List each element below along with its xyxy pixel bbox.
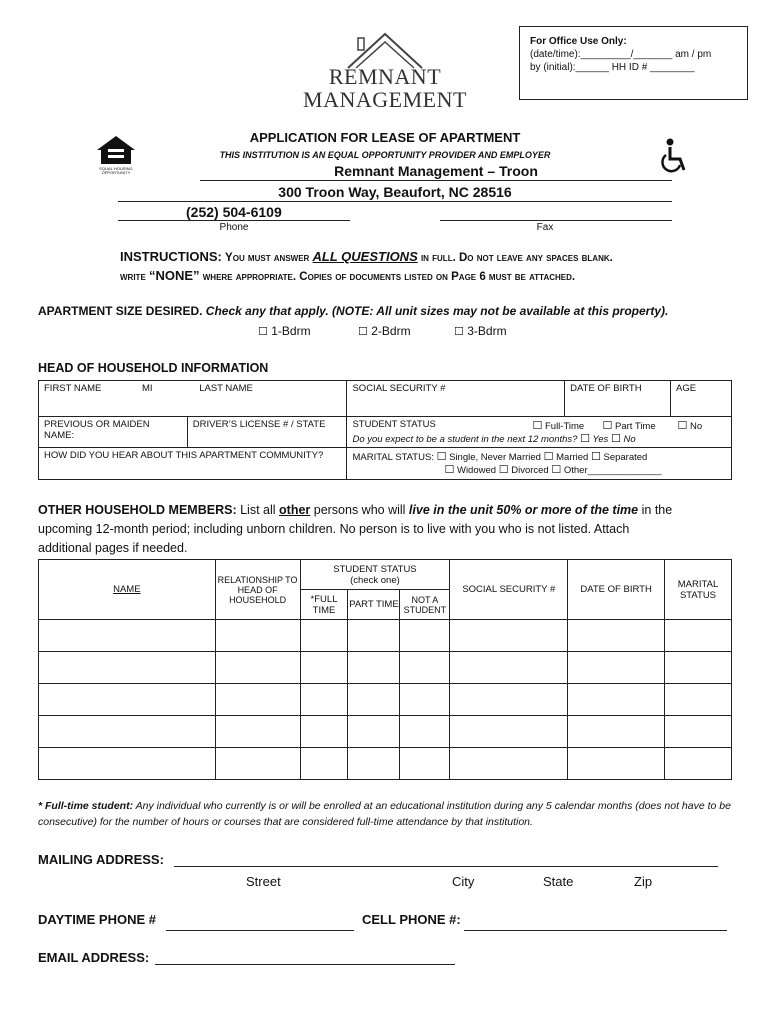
divorced-label: Divorced [511, 465, 549, 476]
om-marital-header [665, 560, 732, 620]
checkbox-icon[interactable]: ☐ [610, 432, 621, 445]
name-header-label: NAME [113, 584, 141, 595]
other-label: Other______________ [563, 465, 662, 476]
property-name: Remnant Management – Troon [200, 163, 672, 181]
bdrm2-option[interactable] [358, 324, 411, 338]
zip-label: Zip [634, 874, 653, 889]
student-status-label: STUDENT STATUS [352, 419, 436, 430]
student-header [300, 560, 450, 590]
expect-label: Do you expect to be a student in the next 12 months? [352, 434, 578, 445]
no-label: No [689, 421, 703, 432]
no-option[interactable] [677, 419, 702, 432]
checkbox-icon[interactable]: ☐ [551, 463, 562, 476]
footnote-text: Any individual who currently is or will be enrolled at an educational institution during any 5 calendar months (does not have to be consecutive) for the number of hours or courses that are considered full-time attendance by that institution. [38, 800, 731, 828]
mailing-address-field[interactable] [174, 852, 718, 867]
check-one-label: (check one) [350, 574, 400, 586]
marital-label: MARITAL STATUS: [352, 452, 434, 463]
daytime-phone-field[interactable] [166, 916, 354, 931]
checkbox-icon[interactable]: ☐ [444, 463, 455, 476]
bdrm3-label: 3-Bdrm [467, 324, 507, 338]
om-marital-label: MARITAL STATUS [677, 578, 719, 601]
checkbox-icon[interactable]: ☐ [498, 463, 509, 476]
checkbox-icon[interactable]: ☐ [532, 419, 543, 432]
ssn-label: SOCIAL SECURITY # [352, 383, 446, 394]
prev-name-label: PREVIOUS OR MAIDEN NAME: [44, 419, 150, 441]
phone-label: Phone [219, 222, 249, 233]
bdrm3-option[interactable] [454, 324, 507, 338]
checkbox-icon[interactable]: ☐ [543, 450, 554, 463]
hoh-table [38, 380, 732, 480]
office-line-1: (date/time):_________/_______ am / pm [530, 49, 712, 60]
part-time-label: PART TIME [349, 599, 399, 610]
single-label: Single, Never Married [449, 452, 541, 463]
dl-label: DRIVER’S LICENSE # / STATE [192, 419, 326, 430]
full-time-header [300, 590, 348, 620]
om-dob-label: DATE OF BIRTH [580, 584, 652, 595]
table-row[interactable] [39, 748, 732, 780]
instructions-p6: where appropriate. Copies of documents listed on Page 6 must be attached. [202, 271, 576, 283]
logo-management: MANAGEMENT [303, 87, 467, 112]
eho-caption: EQUAL HOUSING OPPORTUNITY [99, 166, 133, 175]
checkbox-icon[interactable]: ☐ [602, 419, 613, 432]
om-dob-header [568, 560, 665, 620]
om-t4: live in the unit 50% or more of the time [408, 503, 639, 517]
fax-label: Fax [536, 222, 554, 233]
ssn-cell[interactable] [347, 381, 565, 417]
office-use-box [519, 26, 748, 100]
other-members-label: OTHER HOUSEHOLD MEMBERS: [38, 503, 237, 517]
student-header-label: STUDENT STATUS [333, 563, 417, 575]
bdrm1-option[interactable] [258, 324, 311, 338]
dob-cell[interactable] [565, 381, 671, 417]
form-title: APPLICATION FOR LEASE OF APARTMENT [249, 130, 521, 145]
name-cell[interactable] [39, 381, 347, 417]
apt-size-note: Check any that apply. (NOTE: All unit sizes may not be available at this property). [202, 304, 669, 318]
cell-phone-field[interactable] [464, 916, 727, 931]
cell-phone-label: CELL PHONE #: [362, 912, 461, 927]
om-t1: List all [236, 503, 280, 517]
om-ssn-header [450, 560, 568, 620]
form-subtitle: THIS INSTITUTION IS AN EQUAL OPPORTUNITY PROVIDER AND EMPLOYER [219, 150, 551, 160]
checkbox-icon[interactable]: ☐ [580, 432, 590, 445]
full-time-label: *FULL TIME [310, 593, 338, 616]
om-ssn-label: SOCIAL SECURITY # [462, 584, 556, 595]
table-row[interactable] [39, 716, 732, 748]
mi-label: MI [142, 383, 153, 394]
dob-label: DATE OF BIRTH [570, 383, 642, 394]
checkbox-icon[interactable]: ☐ [258, 325, 268, 338]
checkbox-icon[interactable]: ☐ [677, 419, 688, 432]
footnote [38, 798, 732, 830]
bdrm1-label: 1-Bdrm [271, 324, 311, 338]
widowed-label: Widowed [456, 465, 497, 476]
mailing-label: MAILING ADDRESS: [38, 852, 164, 867]
state-label: State [543, 874, 574, 889]
om-t3: persons who will [310, 503, 409, 517]
first-name-label: FIRST NAME [44, 383, 102, 394]
age-label: AGE [676, 383, 697, 394]
ft-option[interactable] [532, 419, 584, 432]
pt-label: Part Time [614, 421, 656, 432]
table-row[interactable] [39, 620, 732, 652]
marital-cell [347, 448, 732, 480]
instructions-p4: write [120, 271, 149, 283]
om-line3: additional pages if needed. [38, 541, 188, 555]
instructions-line-1 [120, 249, 740, 264]
checkbox-icon[interactable]: ☐ [436, 450, 447, 463]
bdrm2-label: 2-Bdrm [371, 324, 411, 338]
fax-line [440, 204, 672, 221]
instructions-p1: You must answer [225, 252, 313, 264]
logo-remnant: REMNANT [328, 64, 442, 89]
email-field[interactable] [155, 950, 455, 965]
office-line-2: by (initial):______ HH ID # ________ [530, 62, 695, 73]
instructions-p3: in full. Do not leave any spaces blank. [420, 252, 613, 264]
hear-label: HOW DID YOU HEAR ABOUT THIS APARTMENT COMMUNITY? [44, 450, 324, 461]
yes-label: Yes [592, 434, 609, 445]
part-time-header [348, 590, 400, 620]
not-student-label: NOT A STUDENT [403, 594, 447, 615]
om-line2: upcoming 12-month period; including unborn children. No person is to live with you who is not listed. Attach [38, 522, 630, 536]
pt-option[interactable] [602, 419, 655, 432]
property-address: 300 Troon Way, Beaufort, NC 28516 [118, 184, 672, 202]
table-row[interactable] [39, 652, 732, 684]
apt-size-row [38, 304, 758, 318]
checkbox-icon[interactable]: ☐ [590, 450, 601, 463]
daytime-phone-label: DAYTIME PHONE # [38, 912, 156, 927]
ft-label: Full-Time [544, 421, 585, 432]
hear-cell[interactable] [39, 448, 347, 480]
phone-line [118, 204, 350, 221]
no2-label: No [623, 434, 636, 445]
instructions-none: “NONE” [148, 268, 200, 283]
checkbox-icon[interactable]: ☐ [454, 325, 464, 338]
property-phone: (252) 504-6109 [186, 204, 282, 220]
dl-cell[interactable] [187, 417, 347, 448]
instructions-all-questions: ALL QUESTIONS [312, 249, 418, 264]
checkbox-icon[interactable]: ☐ [358, 325, 368, 338]
name-header [39, 560, 216, 620]
rel-header-label: RELATIONSHIP TO HEAD OF HOUSEHOLD [217, 574, 298, 605]
age-cell[interactable] [671, 381, 732, 417]
prev-name-cell[interactable] [39, 417, 188, 448]
other-members-paragraph [38, 501, 738, 558]
om-t5: in the [638, 503, 673, 517]
table-row[interactable] [39, 684, 732, 716]
om-other: other [279, 503, 311, 517]
city-label: City [452, 874, 475, 889]
student-status-cell [347, 417, 732, 448]
not-student-header [400, 590, 450, 620]
equal-housing-icon [95, 134, 137, 166]
apt-size-label: APARTMENT SIZE DESIRED. [38, 304, 203, 318]
last-name-label: LAST NAME [199, 383, 253, 394]
other-members-table [38, 559, 732, 780]
separated-label: Separated [603, 452, 648, 463]
instructions-lead: INSTRUCTIONS: [120, 249, 222, 264]
footnote-lead: * Full-time student: [38, 800, 134, 812]
rel-header [215, 560, 300, 620]
street-label: Street [246, 874, 281, 889]
email-label: EMAIL ADDRESS: [38, 950, 150, 965]
office-title: For Office Use Only: [530, 36, 627, 47]
instructions-line-2 [120, 268, 740, 283]
hoh-heading: HEAD OF HOUSEHOLD INFORMATION [38, 361, 269, 375]
married-label: Married [556, 452, 589, 463]
